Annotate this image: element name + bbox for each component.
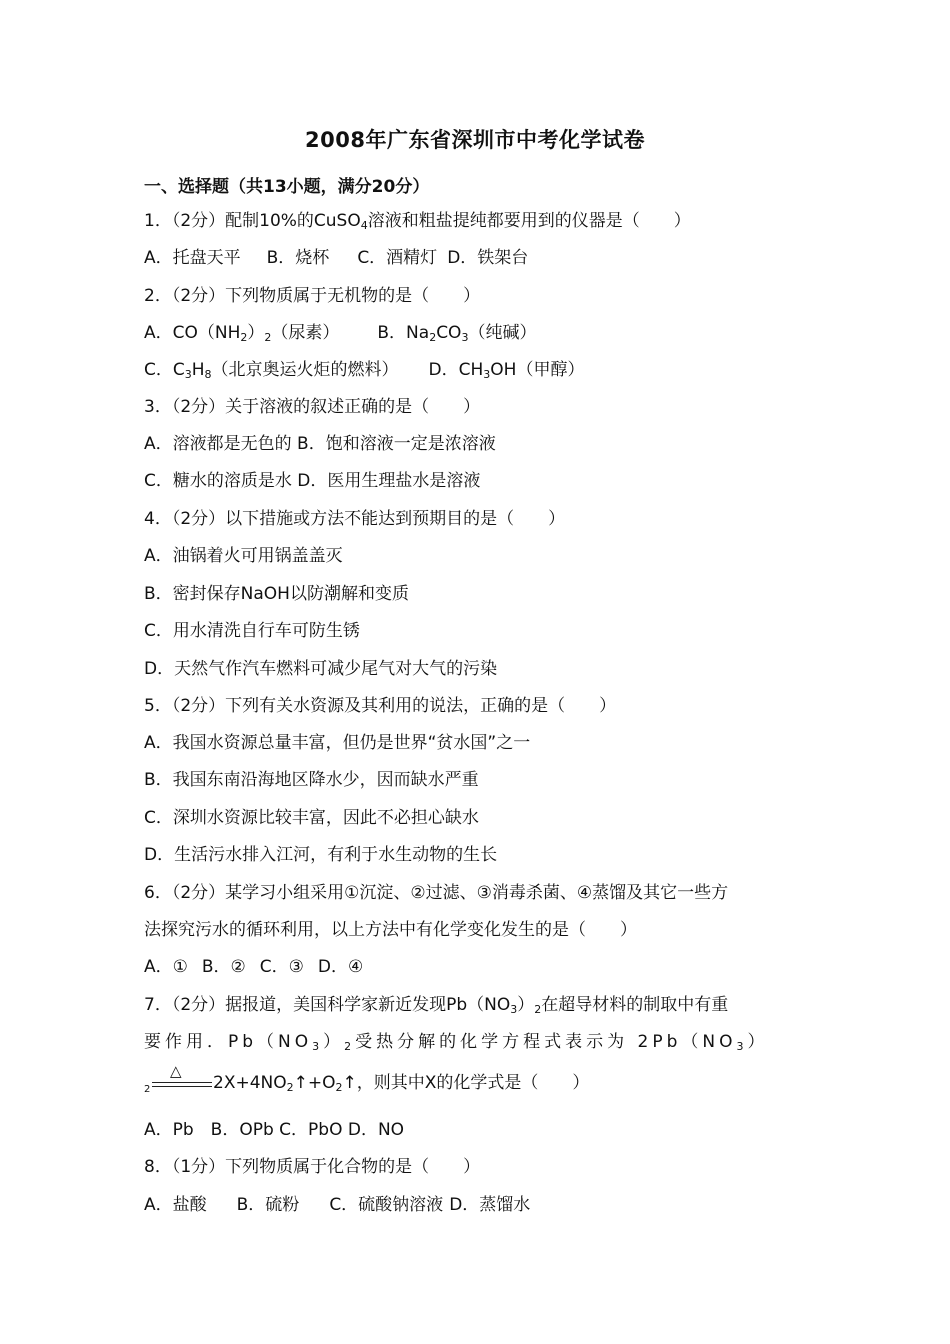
q7-text: 2X+4NO (213, 1073, 287, 1093)
question-7-stem-line1 (144, 994, 728, 1021)
question-4-option-b: B．密封保存NaOH以防潮解和变质 (144, 584, 409, 604)
q7-text: 要作用．Pb（NO (144, 1032, 313, 1052)
q1-stem-part: 1．（2分）配制10%的CuSO (144, 211, 361, 231)
subscript: 3 (312, 1040, 324, 1053)
option-d-part: D．CH (428, 360, 484, 380)
question-3-options-cd: C．糖水的溶质是水 D．医用生理盐水是溶液 (144, 471, 481, 491)
question-4-option-d: D．天然气作汽车燃料可减少尾气对大气的污染 (144, 659, 498, 679)
subscript: 3 (483, 368, 491, 381)
question-1-stem (144, 210, 691, 232)
section-heading: 一、选择题（共13小题，满分20分） (144, 177, 430, 197)
option-c: C．酒精灯 (357, 248, 438, 268)
question-3-options-ab: A．溶液都是无色的 B．饱和溶液一定是浓溶液 (144, 434, 496, 454)
option-a: A．盐酸 (144, 1195, 207, 1215)
subscript: 3 (184, 368, 192, 381)
subscript: 2 (335, 1081, 343, 1094)
delta-symbol: △ (170, 1062, 182, 1080)
question-7-stem-line2 (144, 1031, 769, 1053)
option-b-part: （纯碱） (468, 323, 537, 343)
option-c-part: （北京奥运火炬的燃料） (211, 360, 399, 380)
question-5-option-a: A．我国水资源总量丰富，但仍是世界“贫水国”之一 (144, 733, 531, 753)
option-b: B．烧杯 (266, 248, 330, 268)
option-c: C．③ (259, 957, 304, 977)
option-c-part: H (191, 360, 205, 380)
page-title: 2008年广东省深圳市中考化学试卷 (305, 128, 645, 152)
question-1-options (144, 247, 528, 269)
option-d: D．④ (317, 957, 364, 977)
question-4-stem: 4．（2分）以下措施或方法不能达到预期目的是（ ） (144, 509, 566, 529)
q7-text: 7．（2分）据报道，美国科学家新近发现Pb（NO (144, 995, 511, 1015)
question-5-option-b: B．我国东南沿海地区降水少，因而缺水严重 (144, 770, 479, 790)
option-c-part: C．C (144, 360, 185, 380)
question-7-stem-line3 (213, 1072, 589, 1094)
q1-subscript: 4 (360, 219, 368, 232)
subscript: 3 (510, 1003, 518, 1016)
option-a: A．托盘天平 (144, 248, 241, 268)
option-b-part: CO (436, 323, 462, 343)
q7-text: ） (747, 1032, 769, 1052)
subscript: 2 (429, 331, 437, 344)
question-6-stem-line1: 6．（2分）某学习小组采用①沉淀、②过滤、③消毒杀菌、④蒸馏及其它一些方 (144, 883, 729, 903)
question-4-option-a: A．油锅着火可用锅盖盖灭 (144, 546, 343, 566)
option-b: B．硫粉 (236, 1195, 300, 1215)
q7-text: ） (517, 995, 535, 1015)
question-2-options-ab (144, 322, 536, 344)
q7-text: 在超导材料的制取中有重 (541, 995, 729, 1015)
option-d: D．铁架台 (447, 248, 529, 268)
question-5-option-c: C．深圳水资源比较丰富，因此不必担心缺水 (144, 808, 479, 828)
option-c: C．硫酸钠溶液 (329, 1195, 444, 1215)
equation-heating-condition (144, 1062, 214, 1096)
q7-text: 受热分解的化学方程式表示为 2Pb（NO (355, 1032, 737, 1052)
question-7-options: A．Pb B．OPb C．PbO D．NO (144, 1120, 405, 1140)
question-5-option-d: D．生活污水排入江河，有利于水生动物的生长 (144, 845, 498, 865)
question-8-options (144, 1194, 530, 1216)
question-8-stem: 8．（1分）下列物质属于化合物的是（ ） (144, 1157, 481, 1177)
question-5-stem: 5．（2分）下列有关水资源及其利用的说法，正确的是（ ） (144, 696, 617, 716)
option-a-part: A．CO（NH (144, 323, 241, 343)
equals-line-bottom (152, 1086, 212, 1087)
equals-line-top (152, 1082, 212, 1083)
subscript: 2 (144, 1084, 151, 1095)
q7-text: ↑+O (293, 1073, 336, 1093)
q7-text: ↑，则其中X的化学式是（ ） (342, 1073, 590, 1093)
option-a-part: ） (247, 323, 265, 343)
option-a: A．① (144, 957, 188, 977)
option-d-part: OH（甲醇） (490, 360, 585, 380)
q7-text: ） (323, 1032, 345, 1052)
subscript: 2 (534, 1003, 542, 1016)
q1-stem-part: 溶液和粗盐提纯都要用到的仪器是（ ） (367, 211, 691, 231)
subscript: 3 (461, 331, 469, 344)
subscript: 2 (264, 331, 272, 344)
option-a-part: （尿素） (271, 323, 340, 343)
question-6-stem-line2: 法探究污水的循环利用，以上方法中有化学变化发生的是（ ） (144, 920, 637, 940)
question-4-option-c: C．用水清洗自行车可防生锈 (144, 621, 360, 641)
subscript: 3 (736, 1040, 748, 1053)
subscript: 8 (204, 368, 212, 381)
subscript: 2 (240, 331, 248, 344)
question-2-options-cd (144, 359, 584, 381)
option-d: D．蒸馏水 (449, 1195, 531, 1215)
question-6-options (144, 956, 363, 978)
subscript: 2 (344, 1040, 356, 1053)
subscript: 2 (286, 1081, 294, 1094)
question-3-stem: 3．（2分）关于溶液的叙述正确的是（ ） (144, 397, 481, 417)
question-2-stem: 2．（2分）下列物质属于无机物的是（ ） (144, 286, 481, 306)
option-b: B．② (201, 957, 246, 977)
option-b-part: B．Na (377, 323, 430, 343)
